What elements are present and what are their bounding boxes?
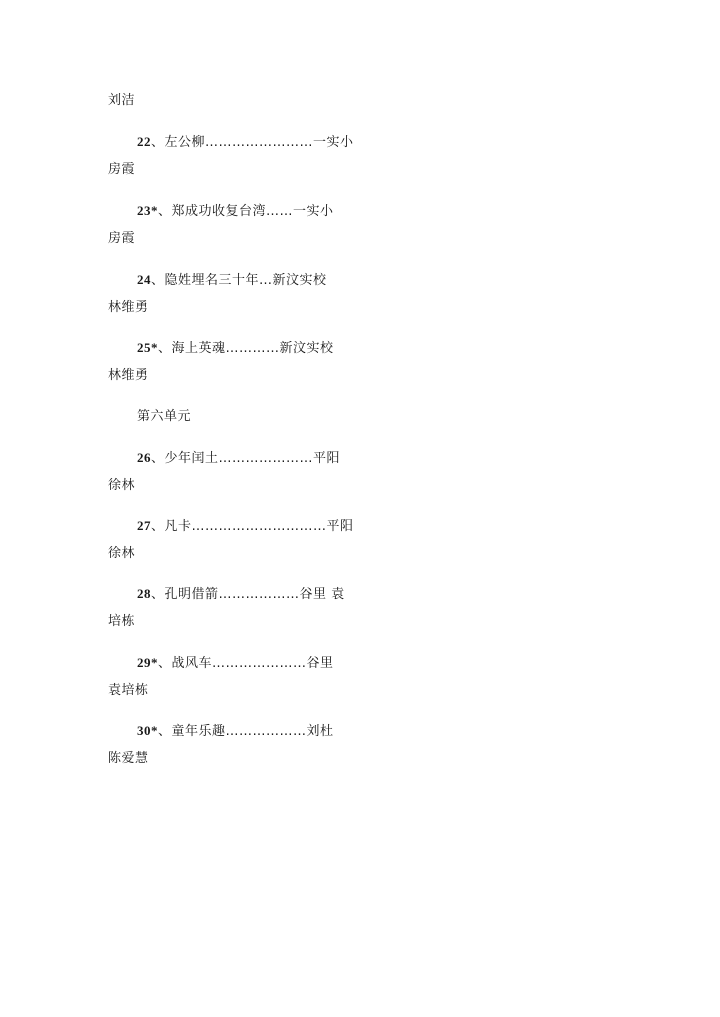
lesson-author-23: 房霞 (108, 231, 136, 246)
lesson-number: 24 (137, 272, 151, 287)
lesson-number: 30* (137, 723, 158, 738)
lesson-entry-25: 25*、海上英魂…………新汶实校 (137, 340, 334, 356)
lesson-number: 23* (137, 203, 158, 218)
lesson-number: 29* (137, 655, 158, 670)
lesson-entry-26: 26、少年闰土…………………平阳 (137, 450, 341, 466)
lesson-number: 26 (137, 450, 151, 465)
lesson-number: 25* (137, 340, 158, 355)
lesson-entry-29: 29*、战风车…………………谷里 (137, 655, 334, 671)
lesson-entry-24: 24、隐姓埋名三十年…新汶实校 (137, 272, 327, 288)
lesson-author-27: 徐林 (108, 546, 136, 561)
author-continuation: 刘洁 (108, 93, 136, 108)
lesson-entry-30: 30*、童年乐趣………………刘杜 (137, 723, 334, 739)
lesson-number: 27 (137, 518, 151, 533)
lesson-number: 22 (137, 134, 151, 149)
section-heading: 第六单元 (137, 409, 192, 424)
lesson-entry-27: 27、凡卡…………………………平阳 (137, 518, 354, 534)
lesson-author-26: 徐林 (108, 478, 136, 493)
lesson-author-29: 袁培栋 (108, 683, 149, 698)
lesson-entry-22: 22、左公柳……………………一实小 (137, 134, 354, 150)
lesson-author-24: 林维勇 (108, 300, 149, 315)
lesson-number: 28 (137, 586, 151, 601)
lesson-entry-23: 23*、郑成功收复台湾……一实小 (137, 203, 334, 219)
lesson-author-25: 林维勇 (108, 368, 149, 383)
lesson-author-28: 培栋 (108, 614, 136, 629)
lesson-author-30: 陈爱慧 (108, 751, 149, 766)
lesson-author-22: 房霞 (108, 162, 136, 177)
lesson-entry-28: 28、孔明借箭………………谷里 袁 (137, 586, 345, 602)
